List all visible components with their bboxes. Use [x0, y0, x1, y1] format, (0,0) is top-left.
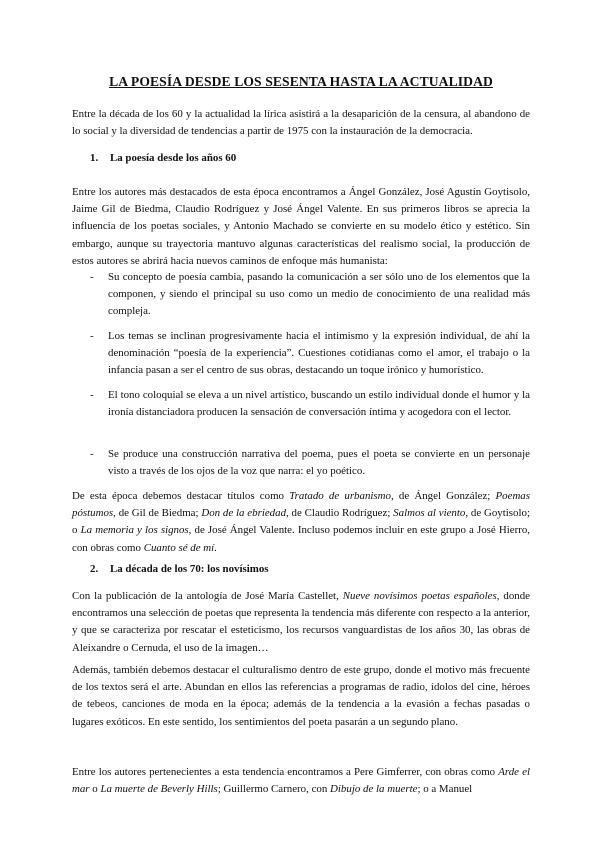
list-item: - El tono coloquial se eleva a un nivel artístico, buscando un estilo individual donde el humor y la ironía distanciadora producen la sensación de conversación íntima y acogedora con el lector.: [90, 387, 530, 421]
section-1-heading: [90, 150, 236, 167]
work-title: La memoria y los signos: [80, 524, 189, 537]
work-title: Salmos al viento: [393, 507, 466, 520]
bullet-text: Su concepto de poesía cambia, pasando la comunicación a ser sólo uno de los elementos que la componen, y siendo el principal su uso como un medio de conocimiento de una realidad más compleja.: [108, 271, 530, 318]
list-item: - Se produce una construcción narrativa del poema, pues el poeta se convierte en un personaje visto a través de los ojos de la voz que narra: el yo poético.: [90, 446, 530, 480]
bullet-text: Se produce una construcción narrativa del poema, pues el poeta se convierte en un personaje visto a través de los ojos de la voz que narra: el yo poético.: [108, 448, 530, 478]
section-1-title: La poesía desde los años 60: [110, 152, 237, 164]
list-item: - Los temas se inclinan progresivamente hacia el intimismo y la expresión individual, de ahí la denominación “poesía de la experiencia”. Cuestiones cotidianas como el amor, el trabajo o la infancia pasan a ser el centro de sus obras, destacando un toque irónico y humorístico.: [90, 328, 530, 380]
work-title: La muerte de Beverly Hills: [100, 783, 218, 796]
work-title: Dibujo de la muerte: [330, 783, 418, 796]
bullet-text: Los temas se inclinan progresivamente hacia el intimismo y la expresión individual, de ahí la denominación “poesía de la experiencia”. Cuestiones cotidianas como el amor, el trabajo o la infancia pasan a ser el centro de sus obras, destacando un toque irónico y humorístico.: [108, 330, 530, 377]
section-2-paragraph-2: Además, también debemos destacar el culturalismo dentro de este grupo, donde el motivo más frecuente de los textos será el arte. Abundan en ellos las referencias a programas de radio, ídolos del cine, héroes de tebeos, canciones de moda en la época; además de la tendencia a la evasión a fechas pasadas o lugares exóticos. En este sentido, los sentimientos del poeta pasarán a un segundo plano.: [72, 664, 530, 728]
work-title: Arde el mar: [72, 766, 530, 796]
intro-paragraph: Entre la década de los 60 y la actualidad la lírica asistirá a la desaparición de la censura, al abandono de lo social y la diversidad de tendencias a partir de 1975 con la instauración de la democracia.: [72, 108, 530, 138]
section-1-number: 1.: [90, 152, 99, 164]
section-2-title: La década de los 70: los novísimos: [110, 563, 269, 575]
section-2-paragraph-3: Entre los autores pertenecientes a esta tendencia encontramos a Pere Gimferrer, con obras como Arde el mar o La muerte de Beverly Hills; Guillermo Carnero, con Dibujo de la muerte; o a Manuel: [72, 766, 530, 796]
section-1-works-paragraph: De esta época debemos destacar títulos como Tratado de urbanismo, de Ángel González; Poemas póstumos, de Gil de Biedma; Don de la ebriedad, de Claudio Rodríguez; Salmos al viento, de Goytisolo; o La memoria y los signos, de José Ángel Valente. Incluso podemos incluir en este grupo a José Hierro, con obras como Cuanto sé de mí.: [72, 490, 530, 554]
work-title: Cuanto sé de mí: [143, 541, 215, 554]
section-2-heading: [90, 561, 269, 578]
work-title: Don de la ebriedad: [201, 507, 287, 520]
bullet-text: El tono coloquial se eleva a un nivel artístico, buscando un estilo individual donde el humor y la ironía distanciadora producen la sensación de conversación íntima y acogedora con el lector.: [108, 389, 530, 419]
list-item: - Su concepto de poesía cambia, pasando la comunicación a ser sólo uno de los elementos que la componen, y siendo el principal su uso como un medio de conocimiento de una realidad más compleja.: [90, 269, 530, 321]
work-title: Poemas póstumos: [72, 490, 530, 520]
section-2-paragraph-1: Con la publicación de la antología de José María Castellet, Nueve novísimos poetas españoles, donde encontramos una selección de poetas que representa la tendencia más diferente con respecto a la anterior, y que se caracteriza por rescatar el esteticismo, los recursos vanguardistas de los años 30, las obras de Aleixandre o Cernuda, el uso de la imagen…: [72, 590, 531, 654]
work-title: Nueve novísimos poetas españoles: [342, 590, 497, 602]
work-title: Tratado de urbanismo: [289, 490, 391, 502]
section-2-number: 2.: [90, 563, 99, 575]
section-1-paragraph: Entre los autores más destacados de esta época encontramos a Ángel González, José Agustín Goytisolo, Jaime Gil de Biedma, Claudio Rodríguez y José Ángel Valente. En sus primeros libros se aprecia la influencia de los poetas sociales, y Antonio Machado se convierte en su modelo ético y estético. Sin embargo, aunque su trayectoria mantuvo algunas características del realismo social, la producción de estos autores se abrirá hacia nuevos caminos de enfoque más humanista:: [72, 186, 530, 267]
document-title: LA POESÍA DESDE LOS SESENTA HASTA LA ACTUALIDAD: [109, 74, 493, 89]
